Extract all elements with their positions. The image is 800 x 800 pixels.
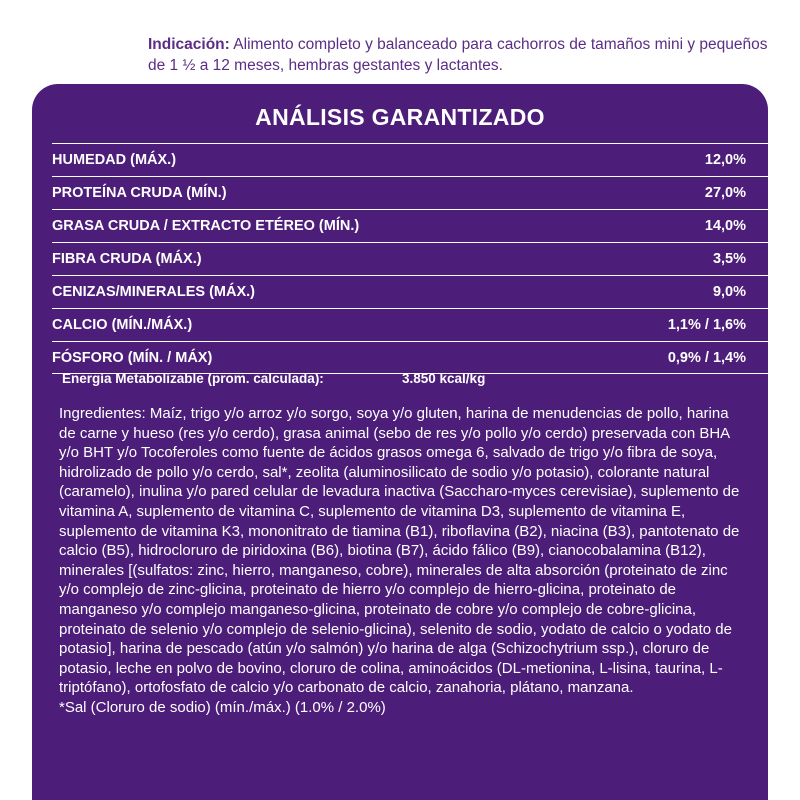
row-label: PROTEÍNA CRUDA (MÍN.) <box>52 185 227 201</box>
indication-text <box>148 34 768 76</box>
table-row <box>52 242 768 275</box>
table-row <box>52 341 768 374</box>
table-row <box>52 209 768 242</box>
row-value: 14,0% <box>704 218 746 234</box>
ingredients-block <box>59 404 749 718</box>
row-label: FIBRA CRUDA (MÁX.) <box>52 251 202 267</box>
row-label: FÓSFORO (MÍN. / MÁX) <box>52 349 213 366</box>
table-row <box>52 308 768 341</box>
indication-label: Indicación: <box>148 36 230 53</box>
row-value: 3,5% <box>712 251 746 267</box>
row-label: HUMEDAD (MÁX.) <box>52 152 177 168</box>
energy-label: Energía Metabolizable (prom. calculada): <box>62 371 324 386</box>
row-label: CALCIO (MÍN./MÁX.) <box>52 317 193 333</box>
energy-line <box>62 371 486 386</box>
row-value: 1,1% / 1,6% <box>667 317 746 333</box>
row-value: 12,0% <box>704 152 746 168</box>
analysis-title: ANÁLISIS GARANTIZADO <box>255 104 545 130</box>
energy-value: 3.850 kcal/kg <box>402 371 486 386</box>
table-row <box>52 275 768 308</box>
row-label: CENIZAS/MINERALES (MÁX.) <box>52 284 255 300</box>
row-value: 9,0% <box>712 284 746 300</box>
nutrition-panel <box>32 84 768 800</box>
table-row <box>52 176 768 209</box>
row-label: GRASA CRUDA / EXTRACTO ETÉREO (MÍN.) <box>52 218 360 234</box>
table-row <box>52 143 768 176</box>
analysis-table <box>52 143 768 374</box>
row-value: 27,0% <box>704 185 746 201</box>
salt-footnote: *Sal (Cloruro de sodio) (mín./máx.) (1.0% / 2.0%) <box>59 698 386 716</box>
indication-body: Alimento completo y balanceado para cachorros de tamaños mini y pequeños de 1 ½ a 12 meses, hembras gestantes y lactantes. <box>148 36 768 74</box>
ingredients-text: Ingredientes: Maíz, trigo y/o arroz y/o sorgo, soya y/o gluten, harina de menudencias de pollo, harina de carne y hueso (res y/o cerdo), grasa animal (sebo de res y/o pollo y/o cerdo) preservada con BHA y/o BHT y/o Tocoferoles como fuente de ácidos grasos omega 6, salvado de trigo y/o fibra de soya, hidrolizado de pollo y/o cerdo, sal*, zeolita (aluminosilicato de sodio y/o potasio), colorante natural (caramelo), inulina y/o pared celular de levadura inactiva (Saccharo-myces cerevisiae), suplemento de vitamina A, suplemento de vitamina C, suplemento de vitamina D3, suplemento de vitamina E, suplemento de vitamina K3, mononitrato de tiamina (B1), riboflavina (B2), niacina (B3), pantotenato de calcio (B5), hidrocloruro de piridoxina (B6), biotina (B7), ácido fálico (B9), cianocobalamina (B12), minerales [(sulfatos: zinc, hierro, manganeso, cobre), minerales de alta absorción (proteinato de zinc y/o complejo de zinc-glicina, proteinato de hierro y/o complejo de hierro-glicina, proteinato de manganeso y/o complejo manganeso-glicina, proteinato de cobre y/o complejo de cobre-glicina, proteinato de selenio y/o complejo de selenio-glicina), selenito de sodio, yodato de calcio o yodato de potasio], harina de pescado (atún y/o salmón) y/o harina de alga (Schizochytrium ssp.), cloruro de potasio, leche en polvo de bovino, cloruro de colina, aminoácidos (DL-metionina, L-lisina, taurina, L-triptófano), ortofosfato de calcio y/o carbonato de calcio, zanahoria, plátano, manzana. <box>59 405 740 697</box>
row-value: 0,9% / 1,4% <box>667 349 746 366</box>
